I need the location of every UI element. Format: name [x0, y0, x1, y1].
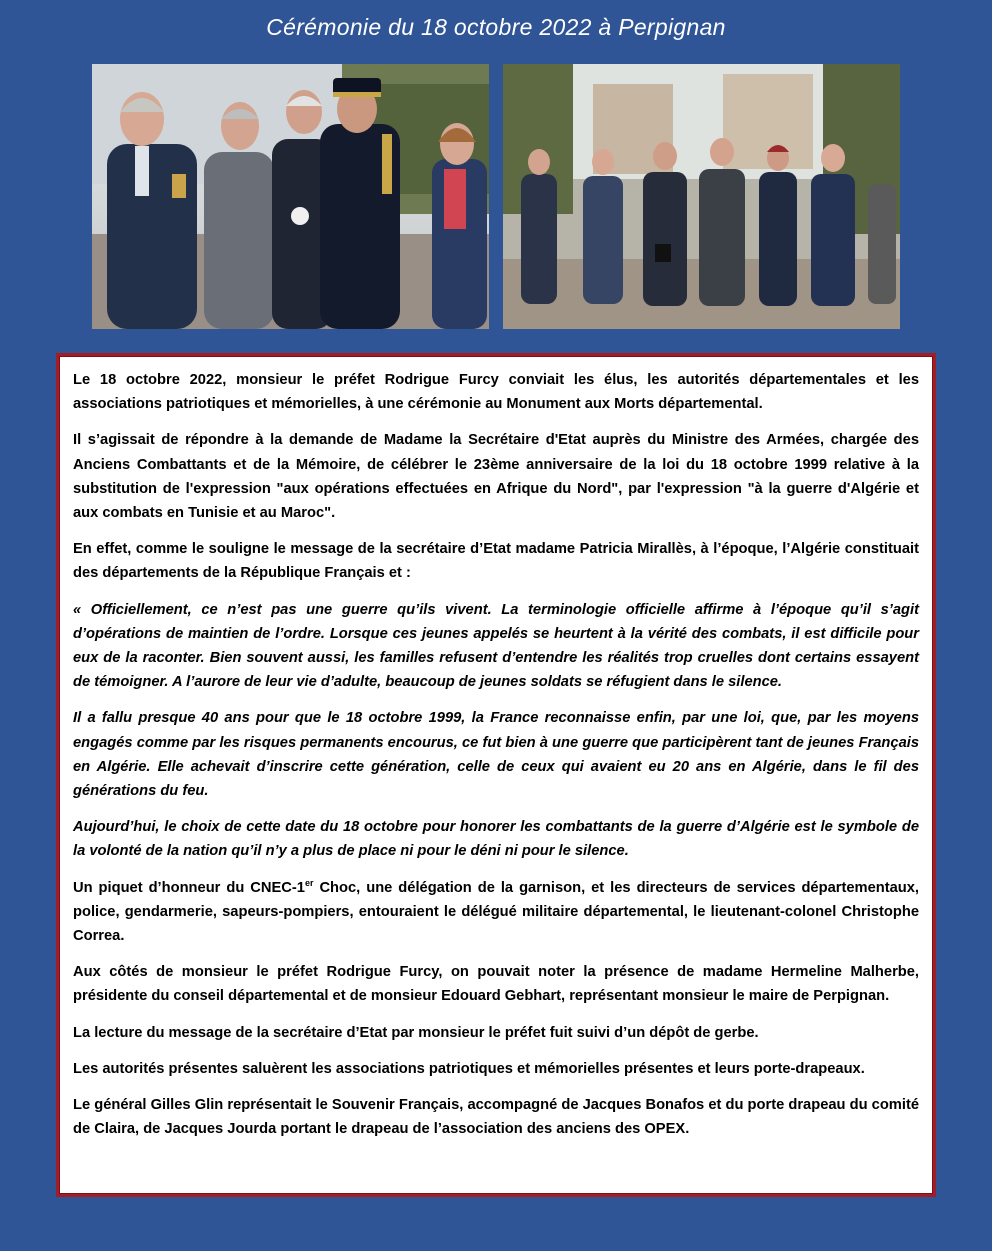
paragraph-text: Un piquet d’honneur du CNEC-1	[73, 879, 305, 896]
article-paragraph: Aux côtés de monsieur le préfet Rodrigue Furcy, on pouvait noter la présence de madame Hermeline Malherbe, présidente du conseil départemental et de monsieur Edouard Gebhart, représentant monsieur le maire de Perpignan.	[73, 964, 919, 1005]
article-paragraph: Le général Gilles Glin représentait le Souvenir Français, accompagné de Jacques Bonafos et du porte drapeau du comité de Claira, de Jacques Jourda portant le drapeau de l’association des anciens des OPEX.	[73, 1097, 919, 1138]
article-text-box	[56, 353, 936, 1197]
quote-paragraph: « Officiellement, ce n’est pas une guerre qu’ils vivent. La terminologie officielle affirme à l’époque qu’il s’agit d’opérations de maintien de l’ordre. Lorsque ces jeunes appelés se heurtent à la vérité des combats, il est difficile pour eux de la raconter. Bien souvent aussi, les familles refusent d’entendre les réalités trop cruelles dont certains essayent de témoigner. A l’aurore de leur vie d’adulte, beaucoup de jeunes soldats se réfugient dans le silence.	[73, 601, 919, 691]
article-paragraph: En effet, comme le souligne le message de la secrétaire d’Etat madame Patricia Mirallès, à l’époque, l’Algérie constituait des départements de la République Français et :	[73, 541, 919, 582]
page-title: Cérémonie du 18 octobre 2022 à Perpignan	[266, 14, 726, 40]
article-paragraph: Il s’agissait de répondre à la demande de Madame la Secrétaire d'Etat auprès du Ministre des Armées, chargée des Anciens Combattants et de la Mémoire, de célébrer le 23ème anniversaire de la loi du 18 octobre 1999 relative à la substitution de l'expression "aux opérations effectuées en Afrique du Nord", par l'expression "à la guerre d'Algérie et aux combats en Tunisie et au Maroc".	[73, 432, 919, 522]
quote-paragraph: Aujourd’hui, le choix de cette date du 18 octobre pour honorer les combattants de la guerre d’Algérie est le symbole de la volonté de la nation qu’il n’y a plus de place ni pour le déni ni pour le silence.	[73, 819, 919, 860]
quote-paragraph: Il a fallu presque 40 ans pour que le 18 octobre 1999, la France reconnaisse enfin, par une loi, que, par les moyens engagés comme par les risques permanents encourus, ce fut bien à une guerre que participèrent tant de jeunes Français en Algérie. Elle achevait d’inscrire cette génération, celle de ceux qui avaient eu 20 ans en Algérie, dans le fil des générations du feu.	[73, 710, 919, 800]
article-paragraph: Les autorités présentes saluèrent les associations patriotiques et mémorielles présentes et leurs porte-drapeaux.	[73, 1060, 865, 1077]
paragraph-text: Choc, une délégation de la garnison, et les directeurs de services départementaux, police, gendarmerie, sapeurs-pompiers, entouraient le délégué militaire départemental, le lieutenant-colonel Christophe Correa.	[73, 879, 919, 945]
article-paragraph: Le 18 octobre 2022, monsieur le préfet Rodrigue Furcy conviait les élus, les autorités départementales et les associations patriotiques et mémorielles, à une cérémonie au Monument aux Morts départemental.	[73, 372, 919, 413]
superscript: er	[304, 877, 314, 888]
veterans-lineup-photo	[503, 64, 900, 329]
ceremony-handshake-photo	[92, 64, 489, 329]
article-paragraph: La lecture du message de la secrétaire d’Etat par monsieur le préfet fuit suivi d’un dépôt de gerbe.	[73, 1024, 759, 1041]
article-paragraph	[73, 876, 919, 949]
